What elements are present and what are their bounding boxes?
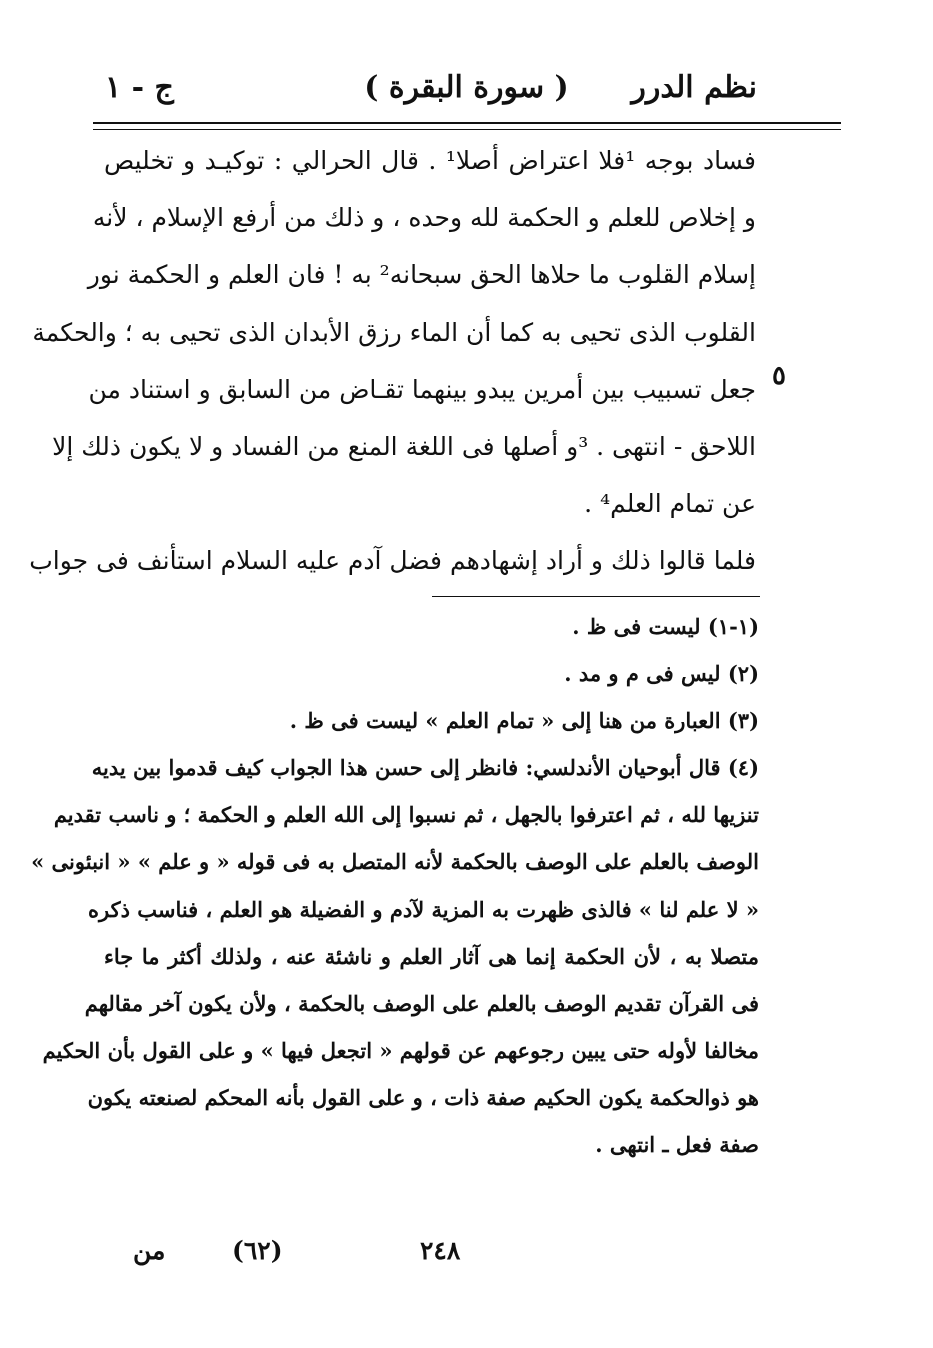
- page-number: ٢٤٨: [420, 1236, 461, 1265]
- text-line: فلما قالوا ذلك و أراد إشهادهم فضل آدم عليه السلام استأنف فى جواب: [29, 546, 756, 576]
- footnote-line: صفة فعل ـ انتهى .: [595, 1132, 759, 1158]
- footnote-line: متصلا به ، لأن الحكمة إنما هى آثار العلم و ناشئة عنه ، ولذلك أكثر ما جاء: [104, 943, 759, 969]
- text-line: اللاحق - انتهى . ³و أصلها فى اللغة المنع من الفساد و لا يكون ذلك إلا: [52, 431, 756, 461]
- footnote-line: (١-١) ليست فى ظ .: [572, 614, 759, 639]
- text-line: عن تمام العلم⁴ .: [584, 489, 756, 519]
- footnote-line: (٢) ليس فى م و مد .: [564, 661, 759, 687]
- text-line: فساد بوجه ¹فلا اعتراض أصلا¹ . قال الحرالي : توكيـد و تخليص: [104, 146, 756, 175]
- text-line: جعل تسبيب بين أمرين يبدو بينهما تقـاض من السابق و استناد من: [88, 374, 756, 404]
- text-line: القلوب الذى تحيى به كما أن الماء رزق الأبدان الذى تحيى به ؛ والحكمة: [32, 317, 756, 347]
- text-line: و إخلاص للعلم و الحكمة لله وحده ، و ذلك من أرفع الإسلام ، لأنه: [92, 203, 756, 233]
- main-text: [29, 132, 756, 590]
- footnote-separator: [432, 596, 760, 597]
- footnote-line: فى القرآن تقديم الوصف بالعلم على الوصف بالحكمة ، ولأن يكون آخر مقالهم: [84, 990, 759, 1016]
- section-number: (٦٢): [232, 1236, 283, 1265]
- header-rule-thin: [93, 129, 841, 130]
- footnote-line: (٣) العبارة من هنا إلى « تمام العلم » ليست فى ظ .: [289, 708, 759, 734]
- footnote-line: « لا علم لنا » فالذى ظهرت به المزية لآدم و الفضيلة هو العلم ، فناسب ذكره: [87, 896, 759, 922]
- footnote-line: الوصف بالعلم على الوصف بالحكمة لأنه المتصل به فى قوله « و علم » « انبئونى »: [31, 849, 759, 875]
- catchword: من: [133, 1236, 166, 1265]
- footnotes: [31, 603, 759, 1168]
- text-line: إسلام القلوب ما حلاها الحق سبحانه² به ! فان العلم و الحكمة نور: [87, 260, 756, 290]
- running-head-surah: ( سورة البقرة ): [364, 70, 569, 105]
- footnote-line: (٤) قال أبوحيان الأندلسي: فانظر إلى حسن هذا الجواب كيف قدموا بين يديه: [91, 755, 759, 781]
- running-head-volume: ج - ١: [105, 70, 174, 105]
- header-rule-thick: [93, 122, 841, 124]
- footnote-line: تنزيها لله ، ثم اعترفوا بالجهل ، ثم نسبوا إلى الله العلم و الحكمة ؛ و ناسب تقديم: [53, 802, 759, 828]
- line-number-marker: ٥: [772, 361, 786, 391]
- footnote-line: هو ذوالحكمة يكون الحكيم صفة ذات ، و على القول بأنه المحكم لصنعته يكون: [87, 1084, 759, 1110]
- running-head-book-title: نظم الدرر: [631, 70, 757, 105]
- footnote-line: مخالفا لأوله حتى يبين رجوعهم عن قولهم « اتجعل فيها » و على القول بأن الحكيم: [42, 1037, 759, 1063]
